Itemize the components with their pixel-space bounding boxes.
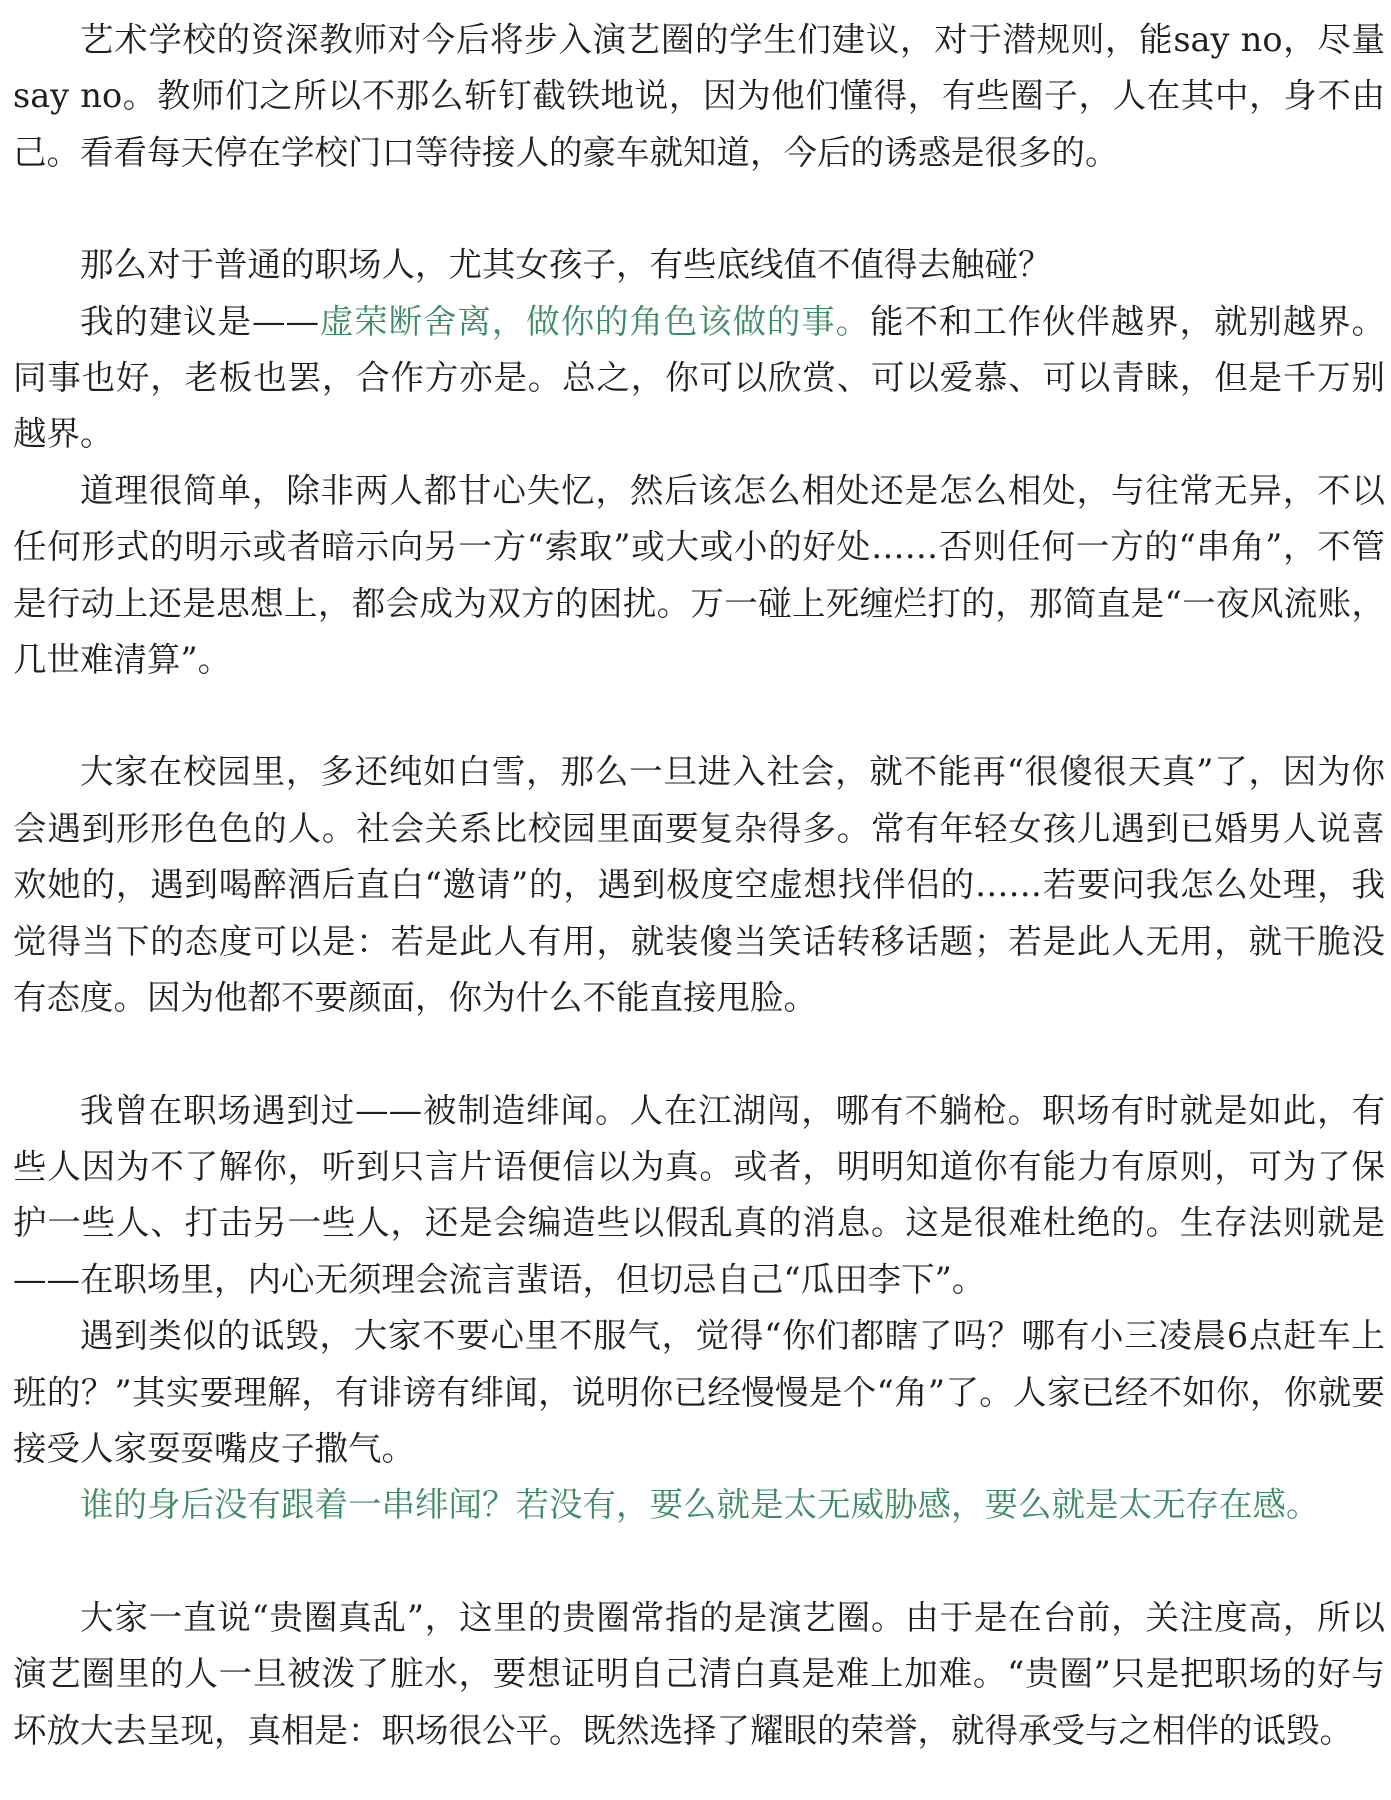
paragraph-bottom-line-question: 那么对于普通的职场人，尤其女孩子，有些底线值不值得去触碰？	[80, 245, 1052, 285]
paragraph-gap	[13, 181, 1385, 237]
highlighted-advice: 虚荣断舍离，做你的角色该做的事。	[318, 301, 871, 341]
suggestion-body-text: 能不和工作伙伴越界，就别越界。同事也好，老板也罢，合作方亦是。总之，你可以欣赏、可以爱慕、可以青睐，但是千万别越界。	[13, 301, 1386, 454]
paragraph-rumor-experience: 我曾在职场遇到过——被制造绯闻。人在江湖闯，哪有不躺枪。职场有时就是如此，有些人因为不了解你，听到只言片语便信以为真。或者，明明知道你有能力有原则，可为了保护一些人、打击另一些人，还是会编造些以假乱真的消息。这是很难杜绝的。生存法则就是——在职场里，内心无须理会流言蜚语，但切忌自己“瓜田李下”。	[13, 1090, 1385, 1299]
paragraph-art-school-advice: 艺术学校的资深教师对今后将步入演艺圈的学生们建议，对于潜规则，能say no，尽量say no。教师们之所以不那么斩钉截铁地说，因为他们懂得，有些圈子，人在其中，身不由己。看看每天停在学校门口等待接人的豪车就知道，今后的诱惑是很多的。	[13, 20, 1385, 172]
paragraph-gap	[13, 1534, 1385, 1590]
highlighted-quote-rumors: 谁的身后没有跟着一串绯闻？若没有，要么就是太无威胁感，要么就是太无存在感。	[80, 1485, 1320, 1525]
paragraph-entertainment-circle: 大家一直说“贵圈真乱”，这里的贵圈常指的是演艺圈。由于是在台前，关注度高，所以演艺圈里的人一旦被泼了脏水，要想证明自己清白真是难上加难。“贵圈”只是把职场的好与坏放大去呈现，真相是：职场很公平。既然选择了耀眼的荣誉，就得承受与之相伴的诋毁。	[13, 1597, 1385, 1750]
paragraph-gap	[13, 1027, 1385, 1083]
paragraph-reasoning: 道理很简单，除非两人都甘心失忆，然后该怎么相处还是怎么相处，与往常无异，不以任何形式的明示或者暗示向另一方“索取”或大或小的好处……否则任何一方的“串角”，不管是行动上还是思想上，都会成为双方的困扰。万一碰上死缠烂打的，那简直是“一夜风流账，几世难清算”。	[13, 470, 1385, 680]
paragraph-dealing-with-slander: 遇到类似的诋毁，大家不要心里不服气，觉得“你们都瞎了吗？哪有小三凌晨6点赶车上班的？”其实要理解，有诽谤有绯闻，说明你已经慢慢是个“角”了。人家已经不如你，你就要接受人家耍耍嘴皮子撒气。	[13, 1316, 1385, 1468]
document-page	[13, 12, 1385, 1759]
suggestion-lead-text: 我的建议是——	[80, 301, 319, 341]
paragraph-gap	[13, 688, 1385, 744]
paragraph-suggestion	[13, 294, 1385, 463]
paragraph-campus-to-society: 大家在校园里，多还纯如白雪，那么一旦进入社会，就不能再“很傻很天真”了，因为你会遇到形形色色的人。社会关系比校园里面要复杂得多。常有年轻女孩儿遇到已婚男人说喜欢她的，遇到喝醉酒后直白“邀请”的，遇到极度空虚想找伴侣的……若要问我怎么处理，我觉得当下的态度可以是：若是此人有用，就装傻当笑话转移话题；若是此人无用，就干脆没有态度。因为他都不要颜面，你为什么不能直接甩脸。	[13, 752, 1385, 1018]
